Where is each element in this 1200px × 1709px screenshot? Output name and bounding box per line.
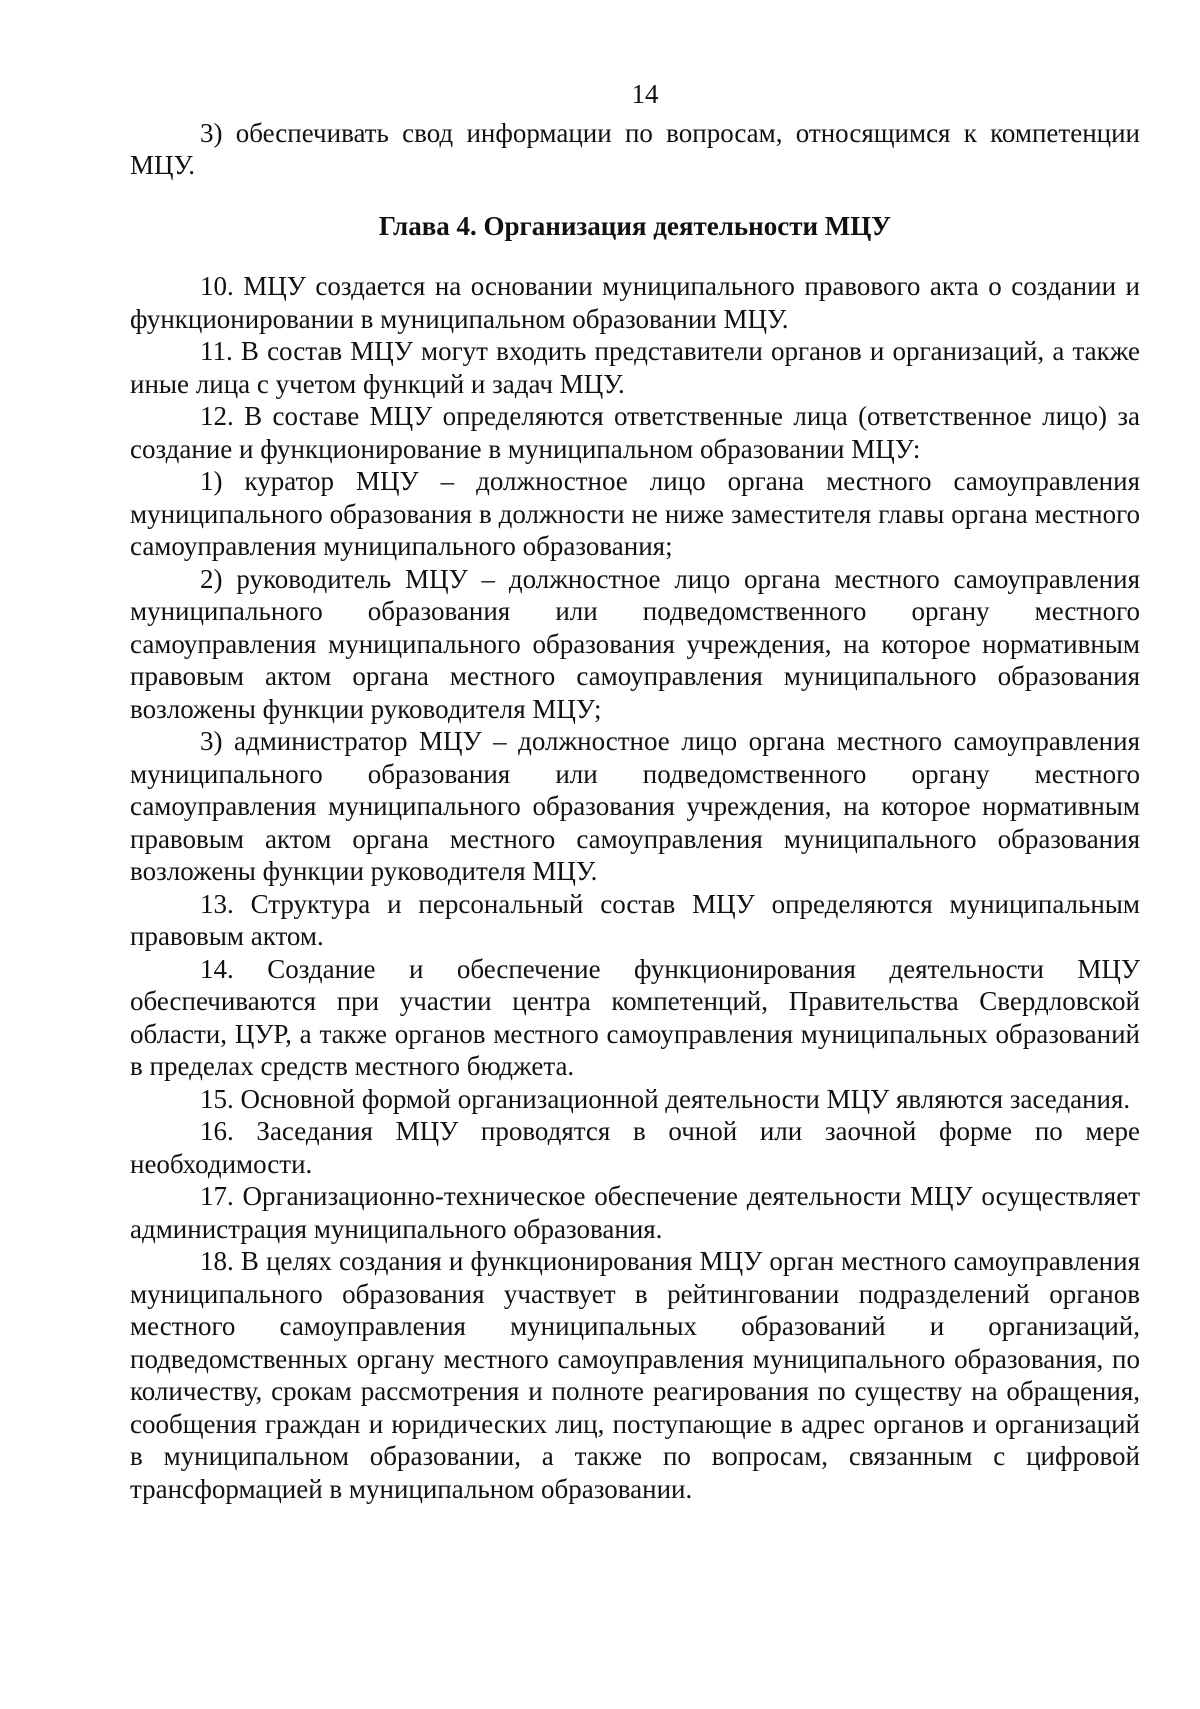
paragraph-13: 13. Структура и персональный состав МЦУ определяются муниципальным правовым актом. <box>130 888 1140 951</box>
paragraph-18: 18. В целях создания и функционирования МЦУ орган местного самоуправления муниципального образования участвует в рейтинговании подразделений органов местного самоуправления муниципальных образований и организаций, подведомственных органу местного самоуправления муниципального образования, по количеству, срокам рассмотрения и полноте реагирования по существу на обращения, сообщения граждан и юридических лиц, поступающие в адрес органов и организаций в муниципальном образовании, а также по вопросам, связанным с цифровой трансформацией в муниципальном образовании. <box>130 1246 1140 1504</box>
paragraph-12-item-1: 1) куратор МЦУ – должностное лицо органа местного самоуправления муниципального образования в должности не ниже заместителя главы органа местного самоуправления муниципального образования; <box>130 466 1140 561</box>
paragraph-16: 16. Заседания МЦУ проводятся в очной или заочной форме по мере необходимости. <box>130 1116 1140 1179</box>
paragraph-14: 14. Создание и обеспечение функционирования деятельности МЦУ обеспечиваются при участии центра компетенций, Правительства Свердловской области, ЦУР, а также органов местного самоуправления муниципальных образований в пределах средств местного бюджета. <box>130 953 1140 1081</box>
page-number: 14 <box>631 79 659 109</box>
paragraph-item-3: 3) обеспечивать свод информации по вопросам, относящимся к компетенции МЦУ. <box>130 117 1140 180</box>
document-page <box>130 78 1140 1505</box>
paragraph-12-item-3: 3) администратор МЦУ – должностное лицо органа местного самоуправления муниципального образования или подведомственного органу местного самоуправления муниципального образования учреждения, на которое нормативным правовым актом органа местного самоуправления муниципального образования возложены функции руководителя МЦУ. <box>130 726 1140 886</box>
paragraph-12-item-2: 2) руководитель МЦУ – должностное лицо органа местного самоуправления муниципального образования или подведомственного органу местного самоуправления муниципального образования учреждения, на которое нормативным правовым актом органа местного самоуправления муниципального образования возложены функции руководителя МЦУ; <box>130 563 1140 724</box>
chapter-heading: Глава 4. Организация деятельности МЦУ <box>378 210 892 241</box>
paragraph-17: 17. Организационно-техническое обеспечение деятельности МЦУ осуществляет администрация муниципального образования. <box>130 1181 1140 1244</box>
paragraph-10: 10. МЦУ создается на основании муниципального правового акта о создании и функционировании в муниципальном образовании МЦУ. <box>130 271 1140 334</box>
paragraph-12: 12. В составе МЦУ определяются ответственные лица (ответственное лицо) за создание и функционирование в муниципальном образовании МЦУ: <box>130 401 1140 464</box>
paragraph-11: 11. В состав МЦУ могут входить представители органов и организаций, а также иные лица с учетом функций и задач МЦУ. <box>130 336 1140 399</box>
paragraph-15: 15. Основной формой организационной деятельности МЦУ являются заседания. <box>200 1083 1131 1114</box>
